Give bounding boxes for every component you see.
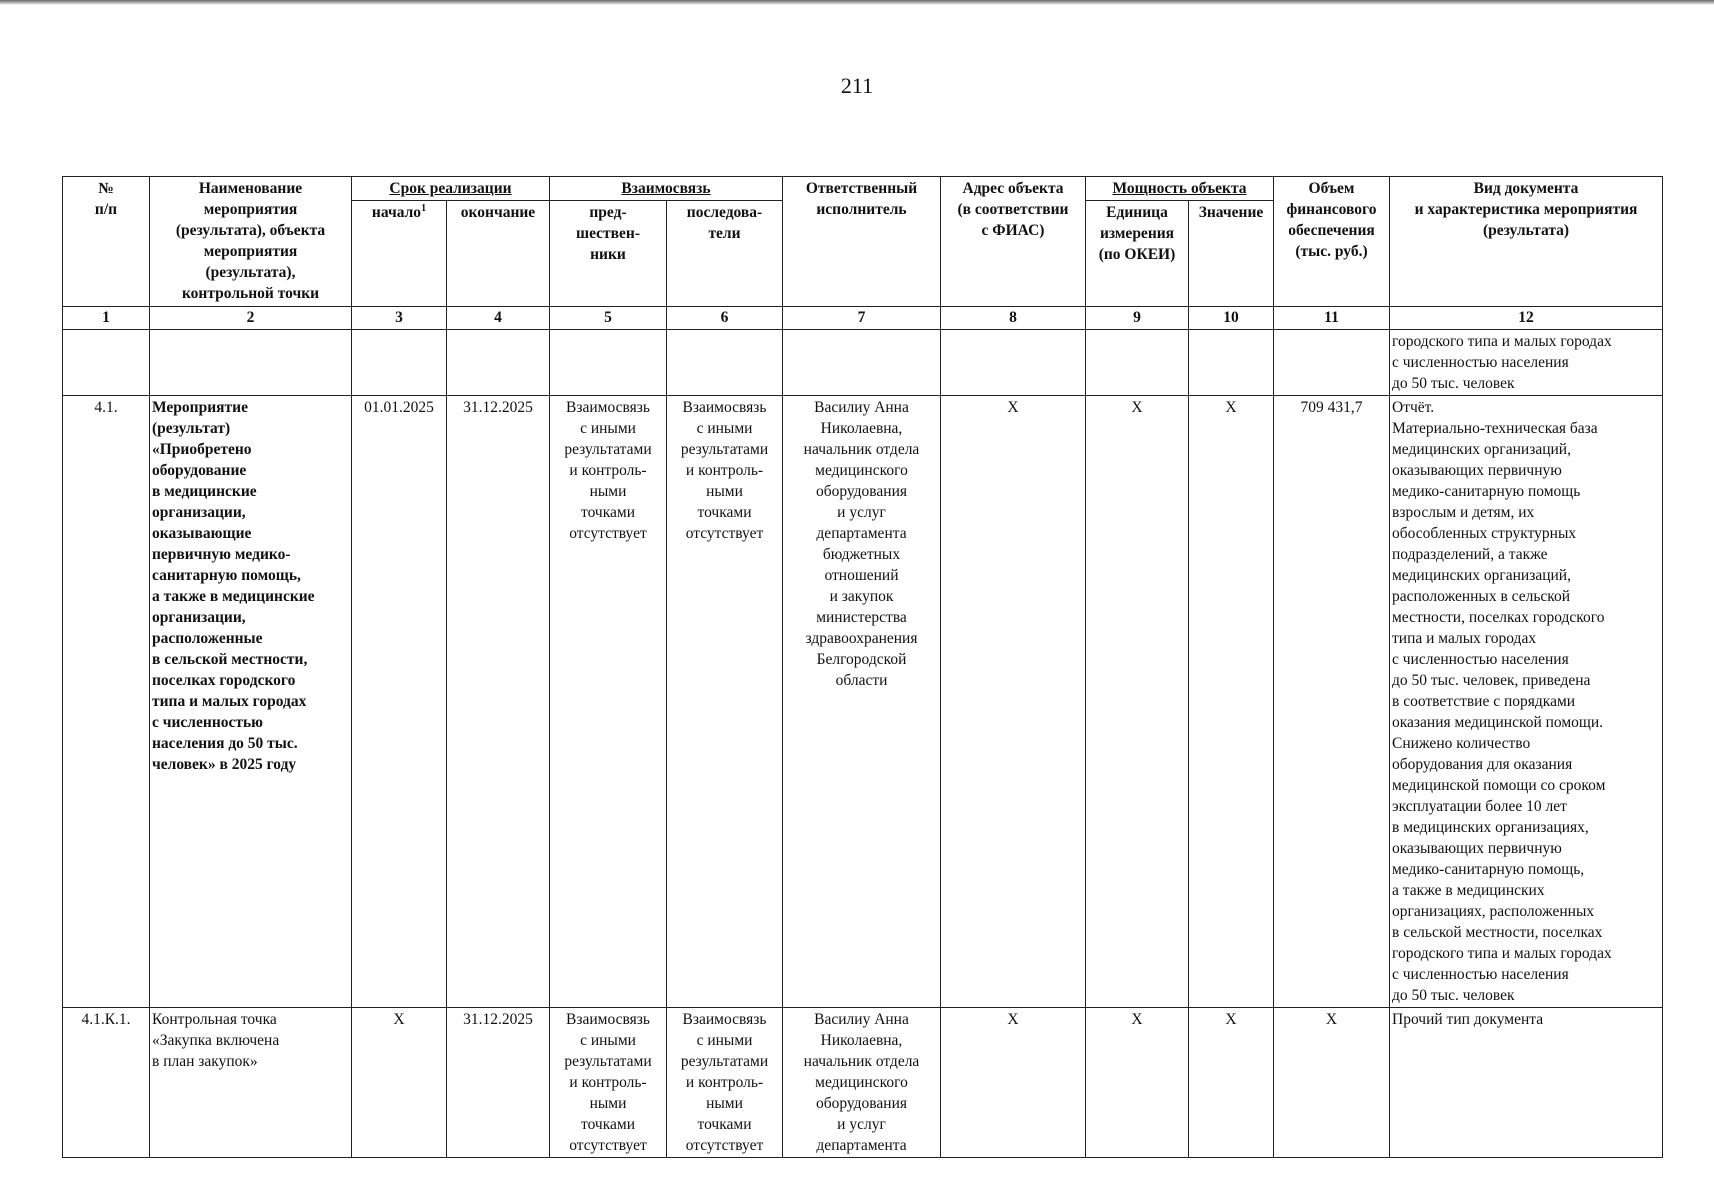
cell-successors: Взаимосвязь с иными результатами и контроль- ными точками отсутствует bbox=[667, 396, 783, 1008]
cell-value bbox=[1189, 330, 1274, 396]
column-number: 6 bbox=[667, 307, 783, 330]
cell-unit: Х bbox=[1086, 396, 1189, 1008]
column-number: 2 bbox=[150, 307, 352, 330]
cell-successors: Взаимосвязь с иными результатами и контроль- ными точками отсутствует bbox=[667, 1008, 783, 1158]
header-start-footnote: 1 bbox=[421, 202, 427, 214]
cell-predecessors: Взаимосвязь с иными результатами и контроль- ными точками отсутствует bbox=[550, 1008, 667, 1158]
header-predecessors: пред- шествен- ники bbox=[550, 201, 667, 307]
cell-start: 01.01.2025 bbox=[352, 396, 447, 1008]
cell-start: Х bbox=[352, 1008, 447, 1158]
header-end: окончание bbox=[447, 201, 550, 307]
cell-num: 4.1. bbox=[63, 396, 150, 1008]
cell-executor bbox=[783, 330, 941, 396]
cell-predecessors bbox=[550, 330, 667, 396]
column-numbers-row bbox=[63, 307, 1663, 330]
cell-name: Контрольная точка «Закупка включена в план закупок» bbox=[150, 1008, 352, 1158]
cell-num bbox=[63, 330, 150, 396]
header-term-label: Срок реализации bbox=[389, 180, 512, 197]
header-start bbox=[352, 201, 447, 307]
cell-address: Х bbox=[941, 1008, 1086, 1158]
column-number: 8 bbox=[941, 307, 1086, 330]
cell-address bbox=[941, 330, 1086, 396]
cell-finance bbox=[1274, 330, 1390, 396]
cell-executor: Василиу Анна Николаевна, начальник отдела медицинского оборудования и услуг департамента bbox=[783, 1008, 941, 1158]
table-row bbox=[63, 1008, 1663, 1158]
cell-name bbox=[150, 330, 352, 396]
header-finance: Объем финансового обеспечения (тыс. руб.) bbox=[1274, 177, 1390, 307]
cell-successors bbox=[667, 330, 783, 396]
header-value: Значение bbox=[1189, 201, 1274, 307]
cell-finance: 709 431,7 bbox=[1274, 396, 1390, 1008]
cell-predecessors: Взаимосвязь с иными результатами и контроль- ными точками отсутствует bbox=[550, 396, 667, 1008]
cell-name: Мероприятие (результат) «Приобретено оборудование в медицинские организации, оказывающие первичную медико- санитарную помощь, а также в медицинские организации, расположенные в сельской местности, поселках городского типа и малых городах с численностью населения до 50 тыс. человек» в 2025 году bbox=[150, 396, 352, 1008]
cell-finance: Х bbox=[1274, 1008, 1390, 1158]
cell-value: Х bbox=[1189, 396, 1274, 1008]
cell-doc: Отчёт. Материально-техническая база медицинских организаций, оказывающих первичную медико-санитарную помощь взрослым и детям, их обособленных структурных подразделений, а также медицинских организаций, расположенных в сельской местности, поселках городского типа и малых городах с численностью населения до 50 тыс. человек, приведена в соответствие с порядками оказания медицинской помощи. Снижено количество оборудования для оказания медицинской помощи со сроком эксплуатации более 10 лет в медицинских организациях, оказывающих первичную медико-санитарную помощь, а также в медицинских организациях, расположенных в сельской местности, поселках городского типа и малых городах с численностью населения до 50 тыс. человек bbox=[1390, 396, 1663, 1008]
header-unit: Единица измерения (по ОКЕИ) bbox=[1086, 201, 1189, 307]
header-num: № п/п bbox=[63, 177, 150, 307]
header-executor: Ответственный исполнитель bbox=[783, 177, 941, 307]
header-term bbox=[352, 177, 550, 201]
column-number: 1 bbox=[63, 307, 150, 330]
cell-end bbox=[447, 330, 550, 396]
column-number: 12 bbox=[1390, 307, 1663, 330]
cell-start bbox=[352, 330, 447, 396]
cell-end: 31.12.2025 bbox=[447, 396, 550, 1008]
table-row bbox=[63, 396, 1663, 1008]
header-address: Адрес объекта (в соответствии с ФИАС) bbox=[941, 177, 1086, 307]
plan-table bbox=[62, 176, 1663, 1158]
header-doc: Вид документа и характеристика мероприятия (результата) bbox=[1390, 177, 1663, 307]
header-capacity-label: Мощность объекта bbox=[1112, 180, 1247, 197]
cell-end: 31.12.2025 bbox=[447, 1008, 550, 1158]
header-capacity bbox=[1086, 177, 1274, 201]
scan-edge bbox=[0, 0, 1714, 5]
column-number: 10 bbox=[1189, 307, 1274, 330]
cell-value: Х bbox=[1189, 1008, 1274, 1158]
cell-num: 4.1.К.1. bbox=[63, 1008, 150, 1158]
header-successors: последова- тели bbox=[667, 201, 783, 307]
cell-executor: Василиу Анна Николаевна, начальник отдела медицинского оборудования и услуг департамента бюджетных отношений и закупок министерства здравоохранения Белгородской области bbox=[783, 396, 941, 1008]
column-number: 11 bbox=[1274, 307, 1390, 330]
column-number: 5 bbox=[550, 307, 667, 330]
header-relation-label: Взаимосвязь bbox=[621, 180, 711, 197]
header-relation bbox=[550, 177, 783, 201]
header-name: Наименование мероприятия (результата), объекта мероприятия (результата), контрольной точки bbox=[150, 177, 352, 307]
page-number: 211 bbox=[840, 73, 874, 98]
table-row bbox=[63, 330, 1663, 396]
cell-address: Х bbox=[941, 396, 1086, 1008]
column-number: 4 bbox=[447, 307, 550, 330]
cell-doc: городского типа и малых городах с численностью населения до 50 тыс. человек bbox=[1390, 330, 1663, 396]
cell-doc: Прочий тип документа bbox=[1390, 1008, 1663, 1158]
column-number: 9 bbox=[1086, 307, 1189, 330]
column-number: 7 bbox=[783, 307, 941, 330]
cell-unit bbox=[1086, 330, 1189, 396]
header-start-label: начало bbox=[371, 204, 422, 221]
cell-unit: Х bbox=[1086, 1008, 1189, 1158]
column-number: 3 bbox=[352, 307, 447, 330]
